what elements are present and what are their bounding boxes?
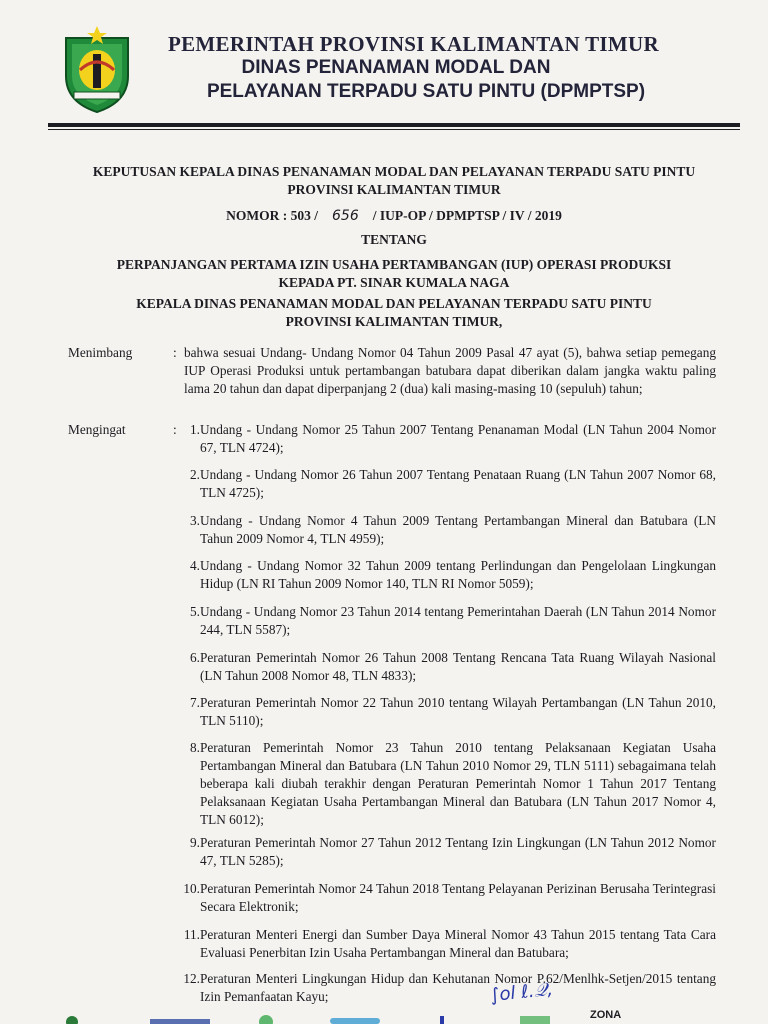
list-item-text: Peraturan Pemerintah Nomor 26 Tahun 2008 Tentang Rencana Tata Ruang Wilayah Nasional (LN Tahun 2008 Nomor 48, TLN 4833); xyxy=(200,650,716,683)
letterhead-divider-thick xyxy=(48,123,740,127)
list-item-number: 12. xyxy=(183,971,200,986)
letterhead-agency-line2: PELAYANAN TERPADU SATU PINTU (DPMPTSP) xyxy=(206,81,646,102)
list-item-text: Peraturan Pemerintah Nomor 24 Tahun 2018 Tentang Pelayanan Perizinan Berusaha Terintegrasi Secara Elektronik; xyxy=(200,881,716,914)
decree-number-suffix: / IUP-OP / DPMPTSP / IV / 2019 xyxy=(372,208,562,223)
province-emblem-logo xyxy=(60,24,134,114)
menimbang-colon: : xyxy=(173,345,177,360)
letterhead-agency-line1: DINAS PENANAMAN MODAL DAN xyxy=(241,57,551,78)
list-item-number: 1. xyxy=(190,422,200,437)
list-item-number: 11. xyxy=(183,927,200,942)
menimbang-text: bahwa sesuai Undang- Undang Nomor 04 Tahun 2009 Pasal 47 ayat (5), bahwa setiap pemegang IUP Operasi Produksi untuk pertambangan batubara dapat diberikan dalam jangka waktu paling lama 20 tahun dan dapat diperpanjang 2 (dua) kali masing-masing 10 (sepuluh) tahun; xyxy=(184,345,716,396)
menimbang-label: Menimbang xyxy=(68,345,133,360)
decree-number xyxy=(48,207,740,225)
list-item-number: 3. xyxy=(190,513,200,528)
list-item-text: Peraturan Pemerintah Nomor 23 Tahun 2010 tentang Pelaksanaan Kegiatan Usaha Pertambangan Mineral dan Batubara (LN Tahun 2010 Nomor 29, TLN 5111) sebagaimana telah beberapa kali diubah terakhir dengan Peraturan Pemerintah Nomor 1 Tahun 2017 Tentang Pelaksanaan Kegiatan Usaha Pertambangan Mineral dan Batubara (LN Tahun 2017 Nomor 4, TLN 6012); xyxy=(200,740,716,827)
list-item-text: Undang - Undang Nomor 25 Tahun 2007 Tentang Penanaman Modal (LN Tahun 2004 Nomor 67, TLN 4724); xyxy=(200,422,716,455)
mengingat-colon: : xyxy=(173,422,177,437)
letterhead-divider-thin xyxy=(48,129,740,130)
list-item-number: 7. xyxy=(190,695,200,710)
decree-subject-line1: PERPANJANGAN PERTAMA IZIN USAHA PERTAMBANGAN (IUP) OPERASI PRODUKSI xyxy=(116,257,672,272)
list-item-text: Undang - Undang Nomor 26 Tahun 2007 Tentang Penataan Ruang (LN Tahun 2007 Nomor 68, TLN 4725); xyxy=(200,467,716,500)
list-item-text: Undang - Undang Nomor 23 Tahun 2014 tentang Pemerintahan Daerah (LN Tahun 2014 Nomor 244, TLN 5587); xyxy=(200,604,716,637)
list-item-number: 8. xyxy=(190,740,200,755)
decree-issuer xyxy=(48,295,740,331)
decree-number-prefix: NOMOR : 503 / xyxy=(226,208,318,223)
decree-number-handwritten: 656 xyxy=(332,208,359,224)
list-item-text: Peraturan Pemerintah Nomor 22 Tahun 2010 tentang Wilayah Pertambangan (LN Tahun 2010, TLN 5110); xyxy=(200,695,716,728)
list-item-text: Peraturan Pemerintah Nomor 27 Tahun 2012 Tentang Izin Lingkungan (LN Tahun 2012 Nomor 47, TLN 5285); xyxy=(200,835,716,868)
decree-issuer-line2: PROVINSI KALIMANTAN TIMUR, xyxy=(285,314,503,329)
decree-subject-line2: KEPADA PT. SINAR KUMALA NAGA xyxy=(278,275,510,290)
decree-tentang: TENTANG xyxy=(361,232,427,247)
list-item-text: Undang - Undang Nomor 4 Tahun 2009 Tentang Pertambangan Mineral dan Batubara (LN Tahun 2009 Nomor 4, TLN 4959); xyxy=(200,513,716,546)
decree-title-line1: KEPUTUSAN KEPALA DINAS PENANAMAN MODAL DAN PELAYANAN TERPADU SATU PINTU xyxy=(92,164,696,179)
decree-title-line2: PROVINSI KALIMANTAN TIMUR xyxy=(287,182,501,197)
footer-certification-logos xyxy=(0,1010,768,1024)
decree-subject xyxy=(48,256,740,292)
decree-issuer-line1: KEPALA DINAS PENANAMAN MODAL DAN PELAYANAN TERPADU SATU PINTU xyxy=(136,296,652,311)
letterhead-government: PEMERINTAH PROVINSI KALIMANTAN TIMUR xyxy=(168,32,659,56)
list-item-number: 4. xyxy=(190,558,200,573)
decree-title xyxy=(48,163,740,199)
list-item-text: Undang - Undang Nomor 32 Tahun 2009 tentang Perlindungan dan Pengelolaan Lingkungan Hidup (LN RI Tahun 2009 Nomor 140, TLN RI Nomor 5059); xyxy=(200,558,716,591)
list-item-number: 5. xyxy=(190,604,200,619)
list-item-number: 10. xyxy=(183,881,200,896)
list-item-number: 9. xyxy=(190,835,200,850)
footer-zona-badge: ZONA xyxy=(590,1009,622,1021)
list-item-text: Peraturan Menteri Lingkungan Hidup dan Kehutanan Nomor P.62/Menlhk-Setjen/2015 tentang Izin Pemanfaatan Kayu; xyxy=(200,971,716,1004)
list-item-text: Peraturan Menteri Energi dan Sumber Daya Mineral Nomor 43 Tahun 2015 tentang Tata Cara Evaluasi Penerbitan Izin Usaha Pertambangan Mineral dan Batubara; xyxy=(200,927,716,960)
mengingat-label: Mengingat xyxy=(68,422,126,437)
list-item-number: 2. xyxy=(190,467,200,482)
list-item-number: 6. xyxy=(190,650,200,665)
handwritten-initials: ∫ol ℓ.𝒬, xyxy=(489,978,554,1007)
